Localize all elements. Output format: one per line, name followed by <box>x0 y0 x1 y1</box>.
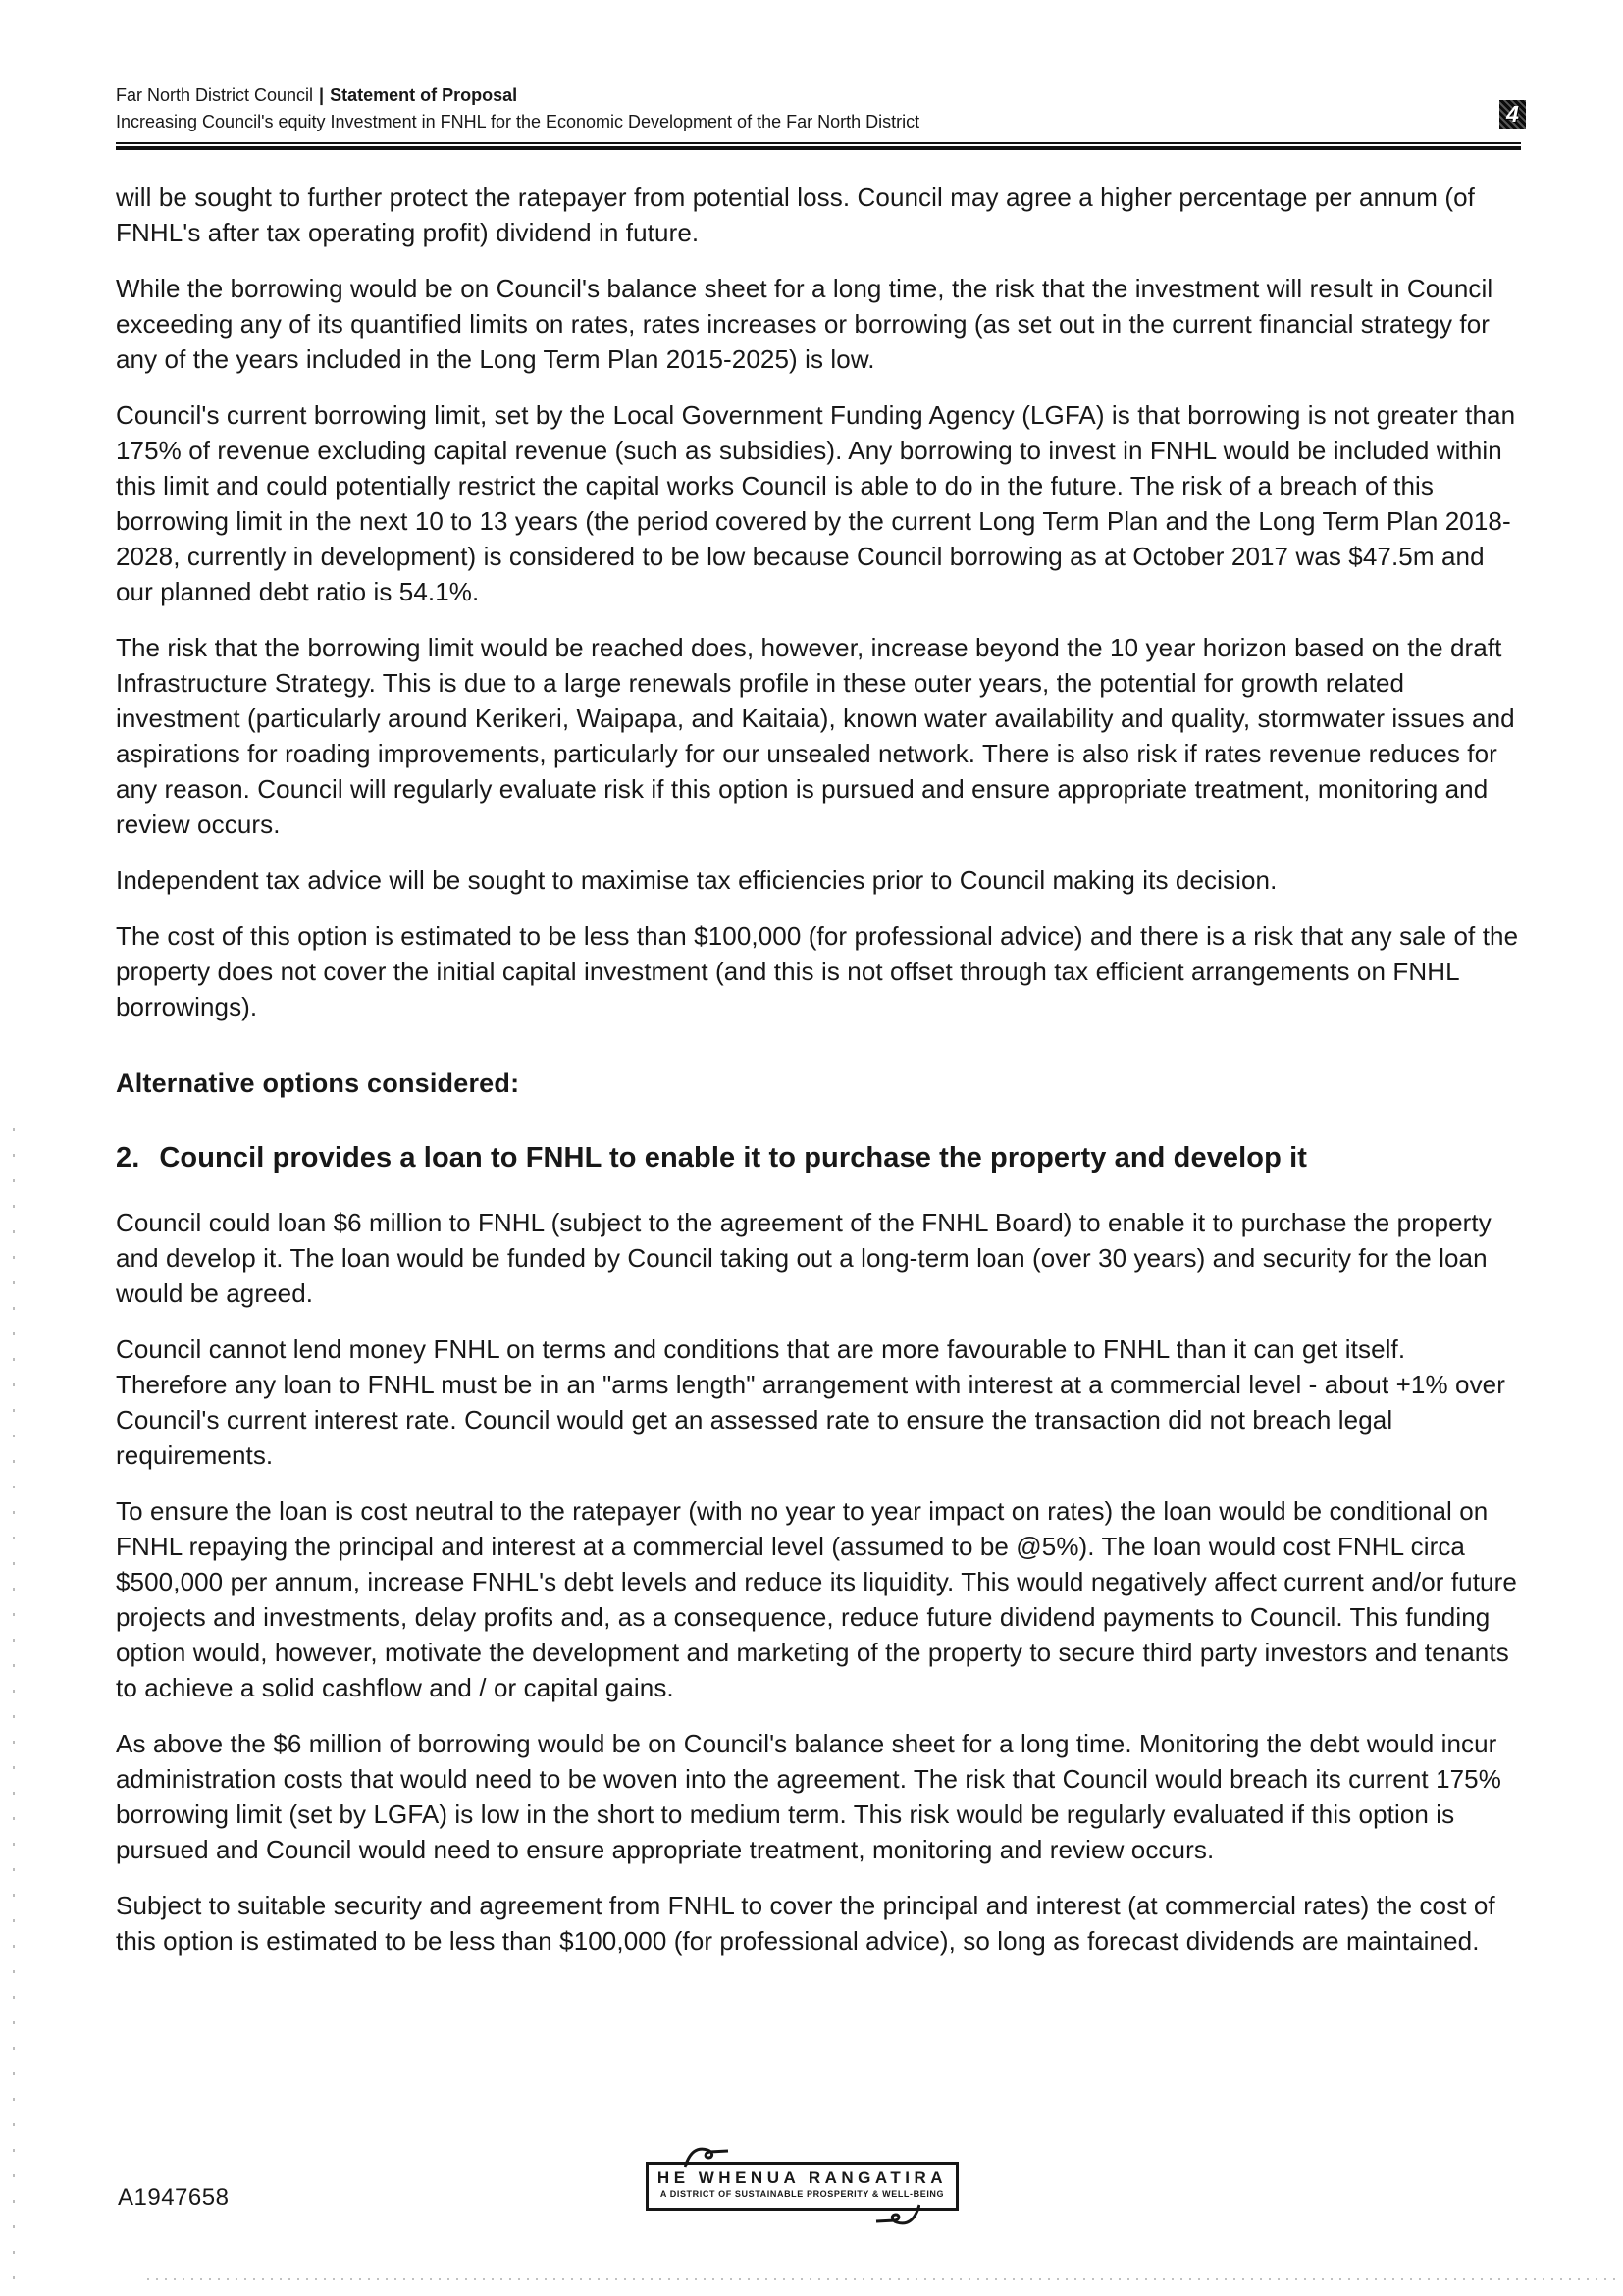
koru-curl-icon <box>684 2145 729 2168</box>
logo-title: HE WHENUA RANGATIRA <box>656 2168 948 2187</box>
logo-tagline: A DISTRICT OF SUSTAINABLE PROSPERITY & WELL-BEING <box>659 2189 945 2199</box>
scan-artifact-line <box>147 2278 1615 2280</box>
header-org: Far North District Council <box>116 85 314 105</box>
document-body <box>116 180 1521 1979</box>
council-logo-stamp <box>646 2162 959 2211</box>
page-number: 4 <box>1506 101 1519 127</box>
paragraph: Council cannot lend money FNHL on terms and conditions that are more favourable to FNHL than it can get itself. Therefore any loan to FNHL must be in an "arms length" arrangement with interest at a commercial level - about +1% over Council's current interest rate. Council would get an assessed rate to ensure the transaction did not breach legal requirements. <box>116 1334 1506 1470</box>
paragraph: Council could loan $6 million to FNHL (subject to the agreement of the FNHL Board) to enable it to purchase the property and develop it. The loan would be funded by Council taking out a long-term loan (over 30 years) and security for the loan would be agreed. <box>116 1208 1492 1308</box>
header-doc-type: Statement of Proposal <box>330 85 518 105</box>
paragraph: Independent tax advice will be sought to maximise tax efficiencies prior to Council making its decision. <box>116 865 1278 895</box>
paragraph: While the borrowing would be on Council's balance sheet for a long time, the risk that the investment will result in Council exceeding any of its quantified limits on rates, rates increases or borrowing (as set out in the current financial strategy for any of the years included in the Long Term Plan 2015-2025) is low. <box>116 274 1493 374</box>
header-rule <box>116 142 1521 150</box>
scan-artifact-dots <box>13 1128 15 2291</box>
koru-curl-icon <box>875 2204 920 2227</box>
paragraph: As above the $6 million of borrowing would be on Council's balance sheet for a long time. Monitoring the debt would incur administration costs that would need to be woven into the agreement. The risk that Council would breach its current 175% borrowing limit (set by LGFA) is low in the short to medium term. This risk would be regularly evaluated if this option is pursued and Council would need to ensure appropriate treatment, monitoring and review occurs. <box>116 1729 1501 1864</box>
paragraph: To ensure the loan is cost neutral to the ratepayer (with no year to year impact on rates) the loan would be conditional on FNHL repaying the principal and interest at a commercial level (assumed to be @5%). The loan would cost FNHL circa $500,000 per annum, increase FNHL's debt levels and reduce its liquidity. This would negatively affect current and/or future projects and investments, delay profits and, as a consequence, reduce future dividend payments to Council. This funding option would, however, motivate the development and marketing of the property to secure third party investors and tenants to achieve a solid cashflow and / or capital gains. <box>116 1496 1517 1702</box>
section-heading: Alternative options considered: <box>116 1069 520 1098</box>
option-2-heading-text: Council provides a loan to FNHL to enable it to purchase the property and develop it <box>159 1142 1308 1174</box>
paragraph: The cost of this option is estimated to be less than $100,000 (for professional advice) and there is a risk that any sale of the property does not cover the initial capital investment (and this is not offset through tax efficient arrangements on FNHL borrowings). <box>116 921 1519 1021</box>
option-2-heading <box>116 1140 1521 1175</box>
paragraph: Council's current borrowing limit, set by the Local Government Funding Agency (LGFA) is that borrowing is not greater than 175% of revenue excluding capital revenue (such as subsidies). Any borrowing to invest in FNHL would be included within this limit and could potentially restrict the capital works Council is able to do in the future. The risk of a breach of this borrowing limit in the next 10 to 13 years (the period covered by the current Long Term Plan and the Long Term Plan 2018-2028, currently in development) is considered to be low because Council borrowing as at October 2017 was $47.5m and our planned debt ratio is 54.1%. <box>116 400 1516 606</box>
document-id: A1947658 <box>118 2184 230 2211</box>
header-title-line <box>116 84 1521 107</box>
option-2-number: 2. <box>116 1142 140 1174</box>
page-number-badge <box>1499 100 1526 129</box>
paragraph: Subject to suitable security and agreement from FNHL to cover the principal and interest (at commercial rates) the cost of this option is estimated to be less than $100,000 (for professional advice), so long as forecast dividends are maintained. <box>116 1891 1495 1956</box>
page-header <box>116 84 1521 150</box>
paragraph: The risk that the borrowing limit would be reached does, however, increase beyond the 10 year horizon based on the draft Infrastructure Strategy. This is due to a large renewals profile in these outer years, the potential for growth related investment (particularly around Kerikeri, Waipapa, and Kaitaia), known water availability and quality, stormwater issues and aspirations for roading improvements, particularly for our unsealed network. There is also risk if rates revenue reduces for any reason. Council will regularly evaluate risk if this option is pursued and ensure appropriate treatment, monitoring and review occurs. <box>116 633 1515 839</box>
paragraph: will be sought to further protect the ratepayer from potential loss. Council may agree a higher percentage per annum (of FNHL's after tax operating profit) dividend in future. <box>116 183 1475 247</box>
header-subtitle: Increasing Council's equity Investment in FNHL for the Economic Development of the Far North District <box>116 112 920 131</box>
header-divider: | <box>319 85 325 105</box>
